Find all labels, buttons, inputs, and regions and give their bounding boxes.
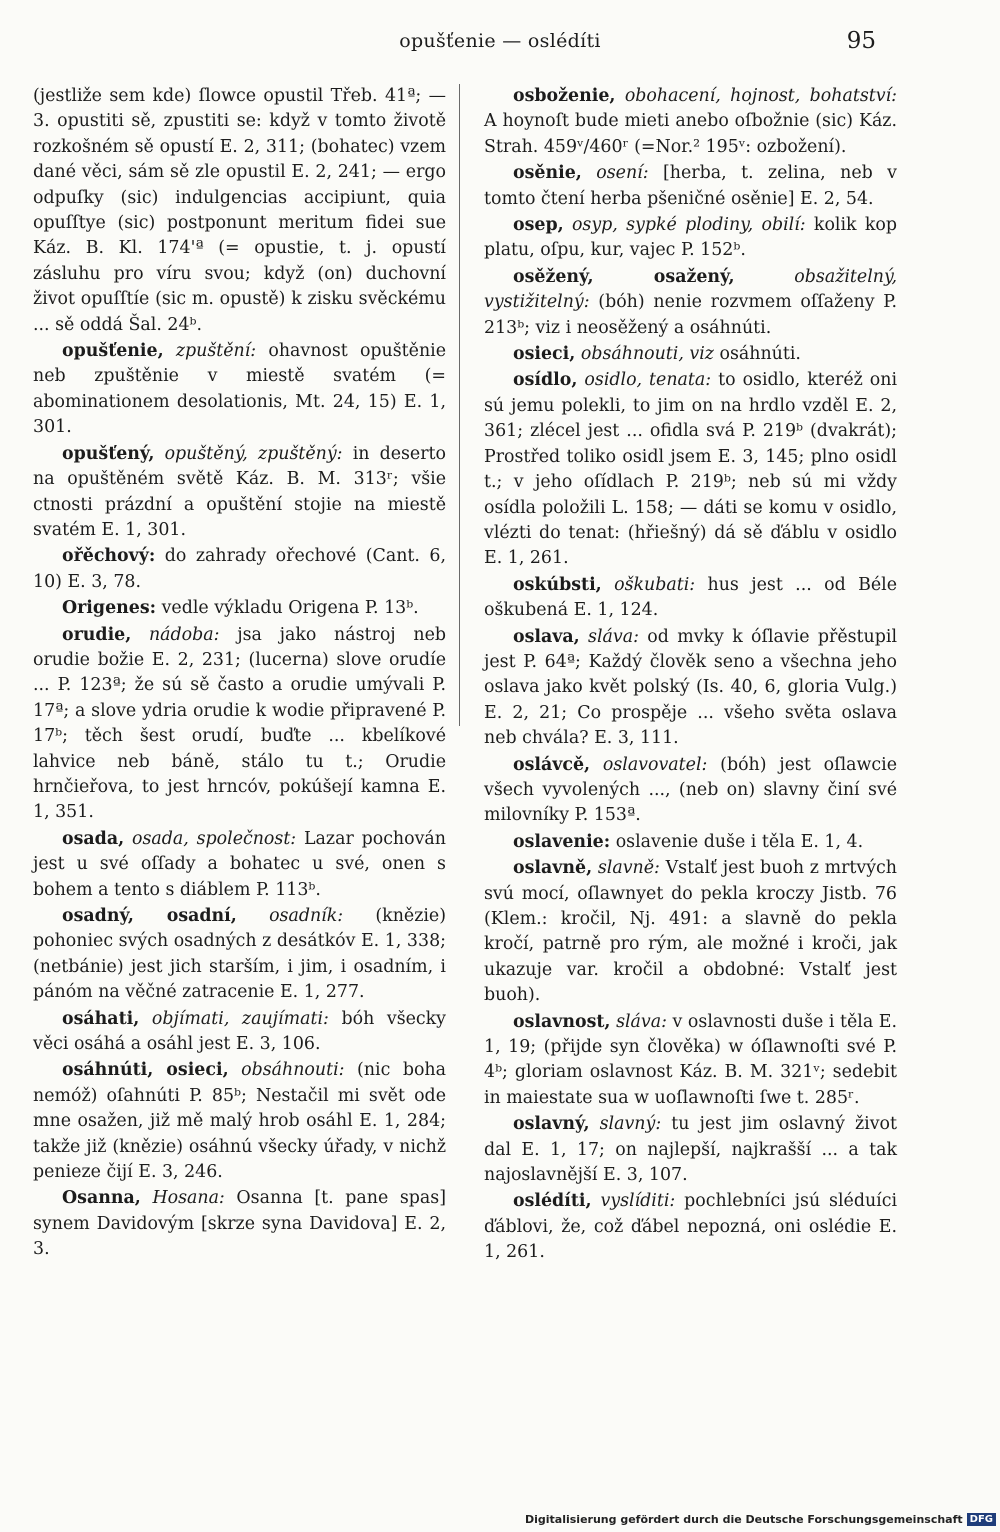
entry-lemma: obsažitelný, vystižitelný: (484, 266, 898, 313)
entry-lemma: nádoba: (148, 624, 220, 645)
entry-text: kolik kop platu, oſpu, kur, vajec P. 152ᵇ. (484, 215, 897, 261)
entry-headword: oskúbsti, (513, 574, 602, 595)
dictionary-entry (33, 339, 446, 441)
entry-headword: osěnie, (513, 163, 582, 184)
entry-headword: oslava, (513, 626, 580, 647)
entry-headword: oslavně, (513, 858, 593, 879)
entry-text: osáhnúti. (719, 344, 801, 365)
dictionary-entry (484, 213, 897, 264)
dictionary-entry (484, 1112, 897, 1188)
running-head: opušťenie — oslédíti (399, 30, 601, 52)
dictionary-entry (484, 830, 897, 855)
dictionary-entry (33, 442, 446, 544)
entry-headword: oslavný, (513, 1114, 590, 1135)
entry-headword: osáhnúti, osieci, (62, 1060, 229, 1081)
left-column (33, 84, 446, 1264)
entry-text: to osidlo, kteréž oni sú jemu polekli, to jim on na hrdlo vzděl E. 2, 361; zlécel jest ... ofidla svá P. 219ᵇ (dvakrát); Prostřed toliko osidl jsem E. 3, 145; plno osidl t.; v jeho oſídlach P. 219ᵇ; neb sú mi vždy osídla položili L. 158; — dáti se komu v osidlo, vlézti do tenat: (hřiešný) dá sě ďáblu v osidlo E. 1, 261. (484, 370, 898, 569)
entry-text: (bóh) nenie rozvmem oſſaženy P. 213ᵇ; viz i neosěžený a osáhnúti. (484, 292, 898, 338)
entry-text: bóh všecky věci osáhá a osáhl jest E. 3, 106. (33, 1008, 447, 1055)
entry-text: jsa jako nástroj neb orudie božie E. 2, 231; (lucerna) slove orudíe ... P. 123ª; že sú sě často a orudie umývali P. 17ª; a slove ydria orudie k wodie připravené P. 17ᵇ; těch šest orudí, buďte ... kbelíkové lahvice neb báně, stálo tu t.; Orudie hrnčieřova, to jest hrncóv, pokúšejí kamna E. 1, 351. (33, 624, 446, 823)
entry-text: (nic boha nemóž) oſahnúti P. 85ᵇ; Nestačil mi svět ode mne osažen, již mě malý hrob osáhl E. 1, 284; takže již (knězie) osáhnú všecky úřady, v nichž penieze čijí E. 3, 246. (33, 1060, 447, 1183)
entry-headword: Osanna, (62, 1188, 141, 1209)
entry-headword: osáhati, (62, 1008, 140, 1029)
entry-text: od mvky k óſlavie přěstupil jest P. 64ª; Každý člověk seno a všechna jeho oslava jako květ polský (Is. 40, 6, gloria Vulg.) E. 2, 21; Co prospěje ... všeho světa oslava neb chvála? E. 3, 111. (484, 626, 898, 749)
entry-text: Osanna [t. pane spas] synem Davidovým [skrze syna Davidova] E. 2, 3. (33, 1188, 446, 1260)
entry-lemma: osadník: (269, 906, 344, 926)
entry-headword: osadný, osadní, (62, 906, 237, 926)
entry-lemma: obsáhnouti, viz (580, 344, 714, 365)
dictionary-entry (484, 856, 897, 1008)
entry-lemma: osyp, sypké plodiny, obilí: (571, 215, 806, 236)
entry-headword: osěžený, osažený, (513, 266, 735, 287)
entry-lemma: sláva: (588, 626, 639, 647)
dictionary-entry (484, 84, 897, 160)
entry-text: do zahrady ořechové (Cant. 6, 10) E. 3, 78. (33, 546, 446, 592)
entry-headword: opušťenie, (62, 341, 164, 362)
dictionary-entry (484, 342, 897, 367)
dictionary-entry (484, 625, 897, 752)
entry-headword: oslédíti, (513, 1191, 592, 1212)
dictionary-entry (484, 265, 897, 341)
entry-text: Vstalť jest buoh z mrtvých svú mocí, oſlawnyet do pekla kroczy Jistb. 76 (Klem.: kročil, Nj. 491: a slavně do pekla kročí, patrně pro rým, ale možné i kroči, jak ukazuje var. kročil a obdobné: Vstalť jest buoh). (484, 858, 897, 1006)
entry-lemma: sláva: (616, 1011, 667, 1032)
entry-headword: oslavenie: (513, 831, 611, 852)
credit-text: Digitalisierung gefördert durch die Deutsche Forschungsgemeinschaft (524, 1512, 963, 1526)
footer-credit (525, 1508, 996, 1530)
page-number: 95 (846, 28, 876, 54)
entry-text: (jestliže sem kde) ſlowce opustil Třeb. 41ª; — 3. opustiti sě, zpustiti se: když v tomto životě rozkošném sě opustí E. 2, 311; (bohatec) vzem dané věci, sám sě zle opustil E. 2, 241; — ergo odpuſky (sic) indulgencias accipiunt, quia opuſſtye (sic) postponunt meritum fidei sue Káz. B. Kl. 174'ª (= opustie, t. j. opustí zásluhu pro víru svou; když (on) duchovní život opuſſtíe (sic m. opustě) k zisku svěckému ... sě oddá Šal. 24ᵇ. (33, 86, 446, 335)
dictionary-entry (33, 1058, 446, 1185)
entry-lemma: obsáhnouti: (241, 1060, 345, 1081)
entry-lemma: oslavovatel: (602, 754, 708, 775)
entry-lemma: vyslíditi: (600, 1191, 676, 1212)
entry-text: v oslavnosti duše i těla E. 1, 19; (přijde syn člověka) w óſlawnoſti své P. 4ᵇ; gloriam oslavnost Káz. B. M. 321ᵛ; sedebit in maiestate sua w uoſlawnoſti ſwe t. 285ʳ. (484, 1011, 897, 1108)
entry-text: vedle výkladu Origena P. 13ᵇ. (161, 598, 419, 619)
dictionary-entry (33, 1186, 446, 1262)
dictionary-entry (33, 827, 446, 903)
entry-text: in deserto na opuštěném světě Káz. B. M. 313ʳ; všie ctnosti prázdní a opuštění stojie na miestě svatém E. 1, 301. (33, 443, 446, 540)
entry-lemma: oškubati: (614, 574, 696, 595)
entry-lemma: osení: (596, 163, 649, 184)
entry-text: A hoynoſt bude mieti anebo oſbožnie (sic) Káz. Strah. 459ᵛ/460ʳ (=Nor.² 195ᵛ: ozbožení). (484, 111, 897, 157)
entry-lemma: obohacení, hojnost, bohatství: (624, 86, 897, 106)
entry-headword: Origenes: (62, 598, 157, 619)
entry-headword: oslávcě, (513, 754, 591, 775)
dictionary-entry (484, 368, 897, 571)
entry-headword: ořěchový: (62, 546, 156, 567)
entry-text: hus jest ... od Béle oškubená E. 1, 124. (484, 574, 898, 621)
entry-headword: osep, (513, 215, 564, 236)
entry-lemma: slavně: (597, 858, 660, 879)
entry-headword: osboženie, (513, 86, 616, 106)
dictionary-entry (33, 1007, 446, 1058)
entry-headword: osieci, (513, 344, 576, 365)
dictionary-entry (484, 1010, 897, 1112)
dictionary-entry (33, 84, 446, 338)
entry-text: oslavenie duše i těla E. 1, 4. (615, 831, 864, 852)
entry-text: [herba, t. zelina, neb v tomto čtení herba pšeničné osěnie] E. 2, 54. (484, 163, 898, 209)
entry-text: pochlebníci jsú sléduíci ďáblovi, že, což ďábel nepozná, oni oslédie E. 1, 261. (484, 1191, 898, 1263)
entry-lemma: objímati, zaujímati: (151, 1008, 329, 1029)
dictionary-entry (33, 623, 446, 826)
entry-headword: orudie, (62, 624, 132, 645)
entry-text: (bóh) jest oſlawcie všech vyvolených ..., (neb on) slavny činí své milovníky P. 153ª. (484, 754, 897, 826)
right-column (484, 84, 897, 1267)
page-header (0, 28, 1000, 58)
dictionary-entry (33, 544, 446, 595)
entry-headword: oslavnost, (513, 1011, 611, 1032)
dfg-logo: DFG (967, 1513, 996, 1526)
dictionary-entry (33, 904, 446, 1006)
entry-headword: opušťený, (62, 443, 155, 464)
dictionary-entry (33, 596, 446, 621)
entry-lemma: Hosana: (152, 1188, 225, 1209)
column-divider (459, 84, 460, 726)
entry-text: Lazar pochován jest u své oſſady a bohatec u své, onen s bohem a tento s diáblem P. 113ᵇ. (33, 828, 446, 900)
dictionary-entry (484, 573, 897, 624)
entry-lemma: osada, společnost: (131, 828, 297, 849)
entry-text: tu jest jim oslavný život dal E. 1, 17; on najlepší, najkrašší ... a tak najoslavnější E. 3, 107. (484, 1114, 898, 1186)
entry-lemma: osidlo, tenata: (584, 370, 712, 391)
entry-lemma: opuštěný, zpuštěný: (164, 443, 343, 464)
dictionary-entry (484, 161, 897, 212)
entry-text: ohavnost opuštěnie neb zpuštěnie v miestě svatém (= abominationem desolationis, Mt. 24, 15) E. 1, 301. (33, 341, 447, 438)
entry-headword: osada, (62, 828, 125, 849)
entry-lemma: slavný: (599, 1114, 662, 1135)
dictionary-entry (484, 753, 897, 829)
entry-lemma: zpuštění: (175, 341, 257, 362)
dictionary-entry (484, 1189, 897, 1265)
entry-headword: osídlo, (513, 370, 578, 391)
entry-text: (knězie) pohoniec svých osadných z desátkóv E. 1, 338; (netbánie) jest jich starším, i jim, i osadním, i pánóm na věčné zatracenie E. 1, 277. (33, 906, 446, 1003)
